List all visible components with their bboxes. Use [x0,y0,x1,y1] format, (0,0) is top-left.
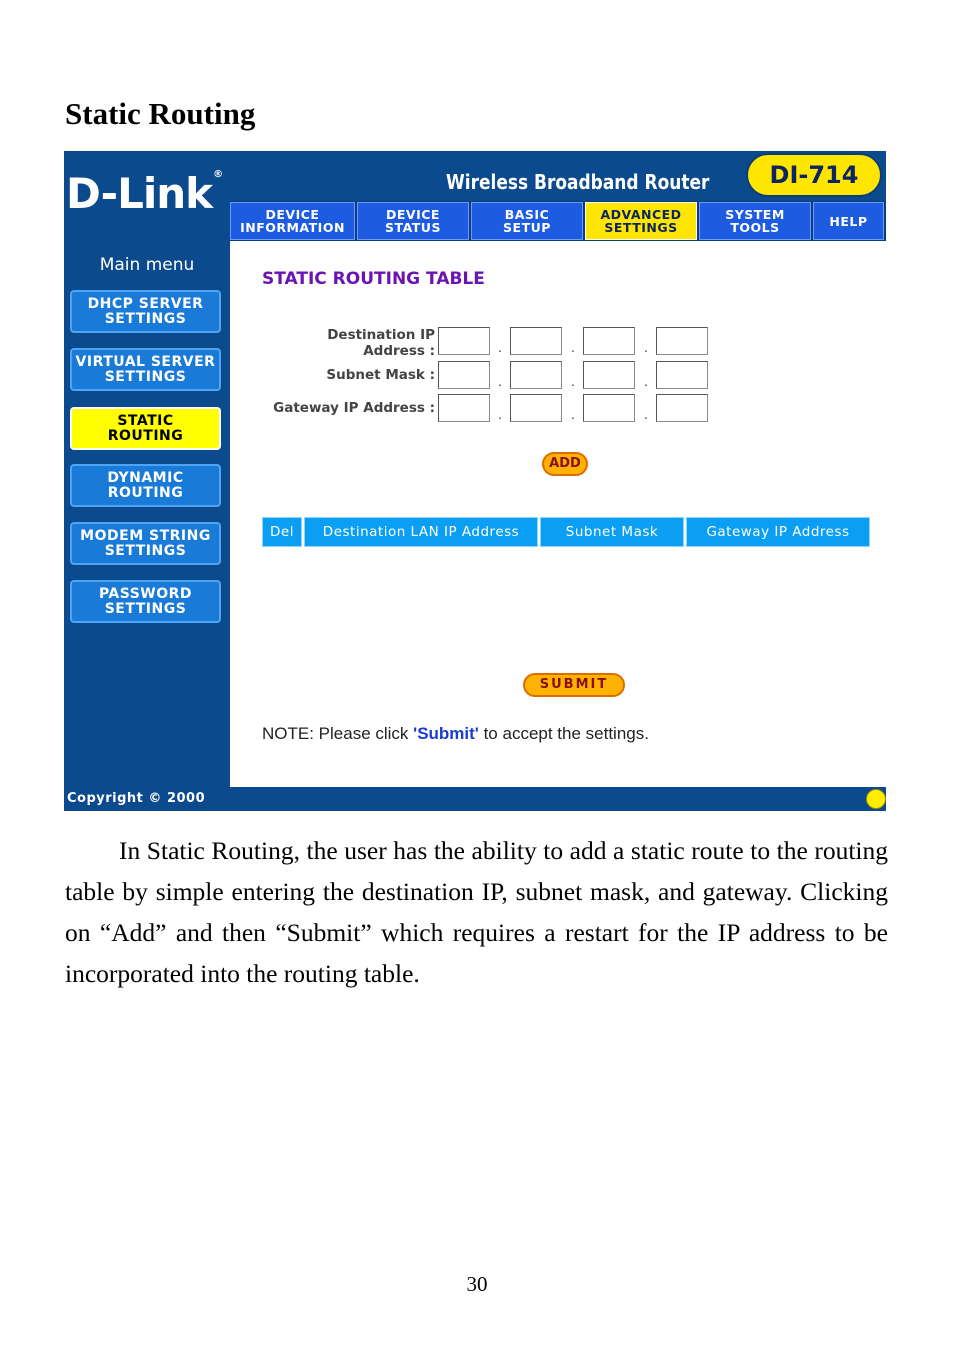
note-submit-highlight: 'Submit' [413,724,479,743]
gateway-ip-octet-4[interactable] [656,394,708,422]
footer-bar [64,787,886,811]
ip-separator: . [498,408,502,422]
submit-button[interactable]: SUBMIT [523,673,625,697]
gateway-ip-label: Gateway IP Address : [273,400,435,416]
dlink-logo [66,169,222,218]
product-name: Wireless Broadband Router [446,170,710,194]
ip-separator: . [644,408,648,422]
note-prefix: NOTE: Please click [262,724,414,743]
destination-ip-octet-1[interactable] [438,327,490,355]
subnet-mask-octet-3[interactable] [583,361,635,389]
subnet-mask-octet-1[interactable] [438,361,490,389]
ip-separator: . [571,375,575,389]
subnet-mask-octet-4[interactable] [656,361,708,389]
tab-system-tools[interactable]: SYSTEM TOOLS [699,202,811,240]
routing-table-header [262,517,872,547]
tab-basic-setup[interactable]: BASIC SETUP [471,202,583,240]
destination-ip-octet-3[interactable] [583,327,635,355]
section-title: STATIC ROUTING TABLE [262,269,485,289]
router-screenshot [64,151,886,811]
copyright-text: Copyright © 2000 [67,791,206,806]
logo-registered-mark: ® [213,169,223,180]
model-badge: DI-714 [746,153,882,197]
destination-ip-octet-2[interactable] [510,327,562,355]
destination-ip-octet-4[interactable] [656,327,708,355]
subnet-mask-octet-2[interactable] [510,361,562,389]
tab-device-information[interactable]: DEVICE INFORMATION [230,202,355,240]
sidebar-item-dhcp-server-settings[interactable]: DHCP SERVER SETTINGS [70,290,221,333]
sidebar [64,241,230,787]
main-menu-title: Main menu [99,255,195,275]
column-header-del: Del [262,517,302,547]
sidebar-item-virtual-server-settings[interactable]: VIRTUAL SERVER SETTINGS [70,348,221,391]
page-number: 30 [466,1272,488,1296]
subnet-mask-label: Subnet Mask : [326,367,435,383]
gateway-ip-octet-2[interactable] [510,394,562,422]
ip-separator: . [644,341,648,355]
sidebar-item-static-routing[interactable]: STATIC ROUTING [70,407,221,450]
sidebar-item-dynamic-routing[interactable]: DYNAMIC ROUTING [70,464,221,507]
tab-advanced-settings[interactable]: ADVANCED SETTINGS [585,202,697,240]
gateway-ip-octet-3[interactable] [583,394,635,422]
column-header-subnet-mask: Subnet Mask [540,517,684,547]
ip-separator: . [644,375,648,389]
tab-device-status[interactable]: DEVICE STATUS [357,202,469,240]
sidebar-item-password-settings[interactable]: PASSWORD SETTINGS [70,580,221,623]
column-header-gateway: Gateway IP Address [686,517,870,547]
description-text: In Static Routing, the user has the ability to add a static route to the routing table by simple entering the destination IP, subnet mask, and gateway. Clicking on “Add” and then “Submit” which requires a restart for the IP address to be incorporated into the routing table. [65,836,888,988]
page-heading: Static Routing [65,96,256,131]
top-nav-tabs [230,201,886,241]
tab-help[interactable]: HELP [813,202,884,240]
note-suffix: to accept the settings. [478,724,649,743]
ip-separator: . [571,408,575,422]
ip-separator: . [498,375,502,389]
gateway-ip-octet-1[interactable] [438,394,490,422]
yellow-ball-icon [866,789,886,809]
note-text [262,724,649,744]
main-content [230,241,886,787]
add-button[interactable]: ADD [542,452,588,476]
logo-text: D-Link [66,169,213,218]
description-paragraph [65,830,888,994]
ip-separator: . [498,341,502,355]
ip-separator: . [571,341,575,355]
column-header-destination: Destination LAN IP Address [304,517,538,547]
sidebar-item-modem-string-settings[interactable]: MODEM STRING SETTINGS [70,522,221,565]
destination-ip-label: Destination IP Address : [327,327,435,359]
